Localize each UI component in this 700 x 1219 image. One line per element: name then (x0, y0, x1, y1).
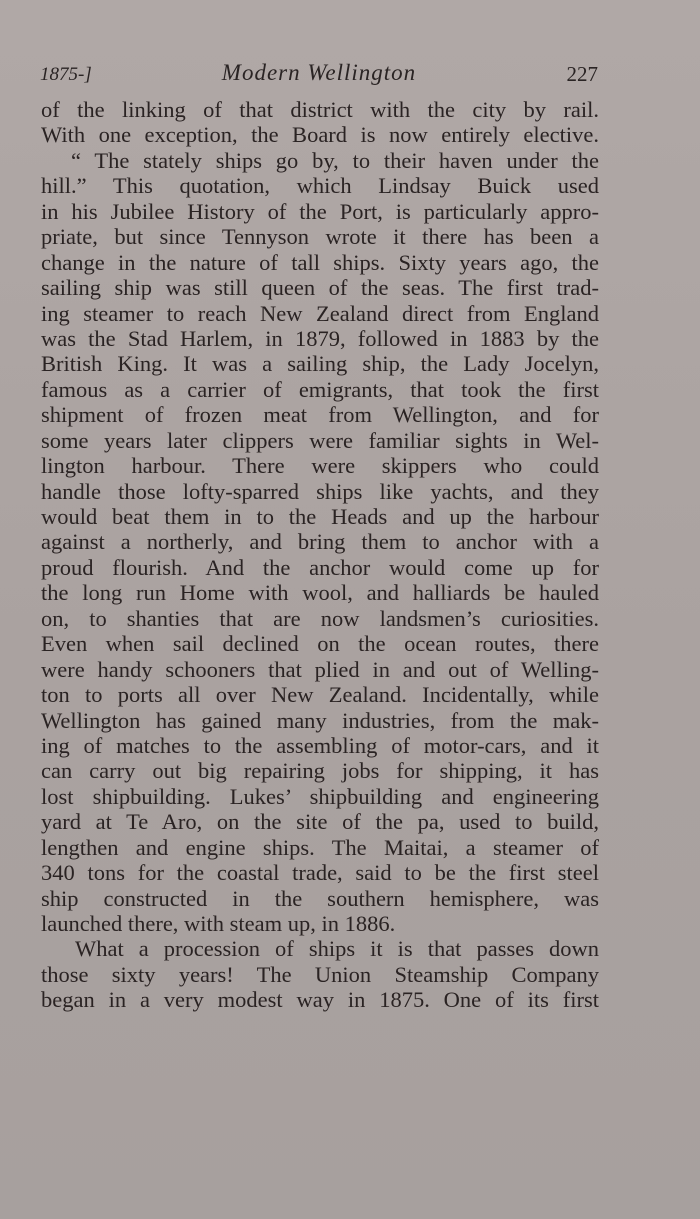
text-line: began in a very modest way in 1875. One of its first (41, 987, 599, 1013)
text-line: some years later clippers were familiar sights in Wel- (41, 427, 599, 453)
text-line: “ The stately ships go by, to their haven under the (71, 147, 599, 173)
text-line: those sixty years! The Union Steamship Company (41, 961, 599, 987)
text-line: ing of matches to the assembling of motor-cars, and it (41, 732, 599, 758)
text-line: 340 tons for the coastal trade, said to be the first steel (41, 860, 599, 886)
text-line: would beat them in to the Heads and up the harbour (41, 504, 599, 529)
text-line: ing steamer to reach New Zealand direct from England (41, 300, 599, 326)
text-line: hill.” This quotation, which Lindsay Buick used (41, 173, 599, 199)
page-number: 227 (566, 62, 598, 86)
text-line: the long run Home with wool, and halliards be hauled (41, 580, 599, 606)
text-line: famous as a carrier of emigrants, that took the first (41, 376, 599, 402)
text-line: ship constructed in the southern hemisphere, was (41, 885, 599, 911)
text-line: lost shipbuilding. Lukes’ shipbuilding and engineering (41, 783, 599, 809)
header-year: 1875-] (40, 64, 92, 85)
text-line: What a procession of ships it is that passes down (75, 936, 599, 962)
text-line: on, to shanties that are now landsmen’s curiosities. (41, 605, 599, 631)
text-line: lengthen and engine ships. The Maitai, a steamer of (41, 834, 599, 860)
text-line: proud flourish. And the anchor would come up for (41, 554, 599, 580)
text-line: priate, but since Tennyson wrote it there has been a (41, 224, 599, 250)
text-line: sailing ship was still queen of the seas. The first trad- (41, 275, 599, 301)
text-line: against a northerly, and bring them to anchor with a (41, 529, 599, 555)
text-line: were handy schooners that plied in and out of Welling- (41, 656, 599, 682)
text-line: in his Jubilee History of the Port, is particularly appro- (41, 198, 599, 224)
running-header (40, 60, 598, 92)
text-line: change in the nature of tall ships. Sixty years ago, the (41, 249, 599, 275)
text-line: of the linking of that district with the city by rail. (41, 97, 599, 122)
text-line: Even when sail declined on the ocean routes, there (41, 631, 599, 657)
text-line: British King. It was a sailing ship, the Lady Jocelyn, (41, 351, 599, 377)
text-line: With one exception, the Board is now entirely elective. (41, 122, 599, 148)
text-line: handle those lofty-sparred ships like yachts, and they (41, 478, 599, 504)
text-line: yard at Te Aro, on the site of the pa, used to build, (41, 809, 599, 835)
text-line: ton to ports all over New Zealand. Incidentally, while (41, 682, 599, 708)
text-line: was the Stad Harlem, in 1879, followed in 1883 by the (41, 325, 599, 351)
text-line: Wellington has gained many industries, from the mak- (41, 707, 599, 733)
text-line: can carry out big repairing jobs for shipping, it has (41, 758, 599, 784)
header-title: Modern Wellington (221, 60, 417, 85)
text-line: shipment of frozen meat from Wellington, and for (41, 402, 599, 428)
body-text (41, 97, 599, 1013)
text-line: launched there, with steam up, in 1886. (41, 911, 396, 936)
text-line: lington harbour. There were skippers who could (41, 453, 599, 479)
